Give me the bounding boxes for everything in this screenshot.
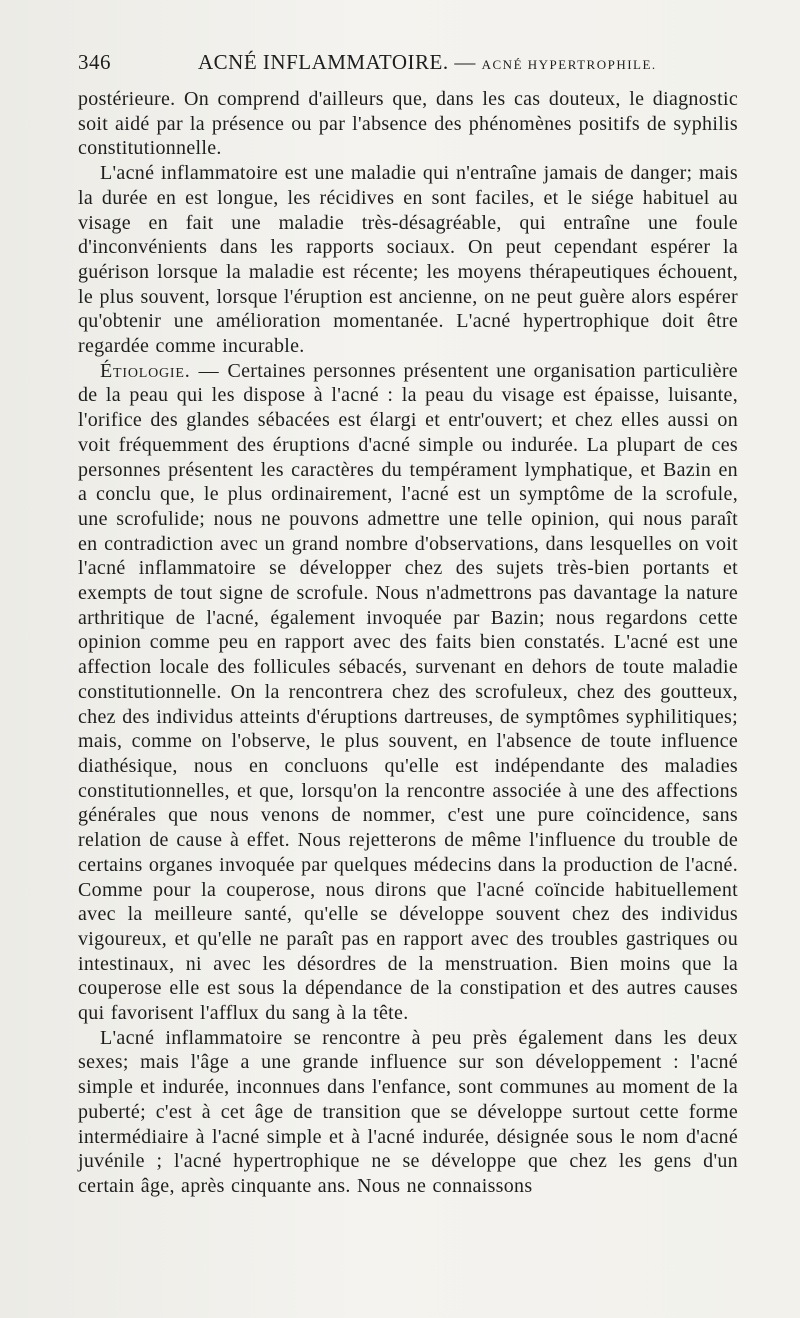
header-subtitle: ACNÉ HYPERTROPHILE. [481, 57, 657, 72]
paragraph-text: Certaines personnes présentent une organisation particulière de la peau qui les dispose à l'acné : la peau du visage est épaisse, luisante, l'orifice des glandes sébacées est élargi et entr'ouvert; et chez elles aussi on voit fréquemment des éruptions d'acné simple ou indurée. La plupart de ces personnes présentent les caractères du tempérament lymphatique, et Bazin en a conclu que, le plus ordinairement, l'acné est un symptôme de la scrofule, une scrofulide; nous ne pouvons admettre une telle opinion, qui nous paraît en contradiction avec un grand nombre d'observations, dans lesquelles on voit l'acné inflammatoire se développer chez des sujets très-bien portants et exempts de tout signe de scrofule. Nous n'admettrons pas davantage la nature arthritique de l'acné, également invoquée par Bazin; nous regardons cette opinion comme peu en rapport avec des faits bien constatés. L'acné est une affection locale des follicules sébacés, survenant en dehors de toute maladie constitutionnelle. On la rencontrera chez des scrofuleux, chez des goutteux, chez des individus atteints d'éruptions dartreuses, de symptômes syphilitiques; mais, comme on l'observe, le plus souvent, en l'absence de toute influence diathésique, nous en concluons qu'elle est indépendante des maladies constitutionnelles, et que, lorsqu'on la rencontre associée à une des affections générales que nous venons de nommer, c'est une pure coïncidence, sans relation de cause à effet. Nous rejetterons de même l'influence du trouble de certains organes invoquée par quelques médecins dans la production de l'acné. Comme pour la couperose, nous dirons que l'acné coïncide habituellement avec la meilleure santé, qu'elle se développe souvent chez des individus vigoureux, et qu'elle ne paraît pas en rapport avec des troubles gastriques ou intestinaux, ni avec les désordres de la menstruation. Bien moins que la couperose elle est sous la dépendance de la constipation et des autres causes qui favorisent l'afflux du sang à la tête. [78, 359, 739, 1025]
paragraph-text: postérieure. On comprend d'ailleurs que, dans les cas douteux, le diagnostic soit aidé par la présence ou par l'absence des phénomènes positifs de syphilis constitutionnelle. [78, 88, 738, 160]
paragraph [78, 161, 738, 359]
paragraph [78, 359, 738, 1026]
header-title: ACNÉ INFLAMMATOIRE. [198, 50, 449, 74]
running-title [198, 50, 657, 75]
paragraph [78, 1026, 738, 1199]
running-header [78, 50, 738, 78]
page-number: 346 [78, 50, 111, 74]
section-heading: Étiologie. — [100, 359, 228, 382]
header-separator: — [454, 50, 476, 74]
paragraph-text: L'acné inflammatoire est une maladie qui n'entraîne jamais de danger; mais la durée en est longue, les récidives en sont faciles, et le siége habituel au visage en fait une maladie très-désagréable, qui entraîne une foule d'inconvénients dans les rapports sociaux. On peut cependant espérer la guérison lorsque la maladie est récente; les moyens thérapeutiques échouent, le plus souvent, lorsque l'éruption est ancienne, on ne peut guère alors espérer qu'obtenir une amélioration momentanée. L'acné hypertrophique doit être regardée comme incurable. [78, 162, 738, 358]
paragraph-text: L'acné inflammatoire se rencontre à peu près également dans les deux sexes; mais l'âge a une grande influence sur son développement : l'acné simple et indurée, inconnues dans l'enfance, sont communes au moment de la puberté; c'est à cet âge de transition que se développe surtout cette forme intermédiaire à l'acné simple et à l'acné indurée, désignée sous le nom d'acné juvénile ; l'acné hypertrophique ne se développe que chez les gens d'un certain âge, après cinquante ans. Nous ne connaissons [78, 1026, 738, 1197]
page-body [78, 87, 738, 1199]
paragraph [78, 87, 738, 161]
